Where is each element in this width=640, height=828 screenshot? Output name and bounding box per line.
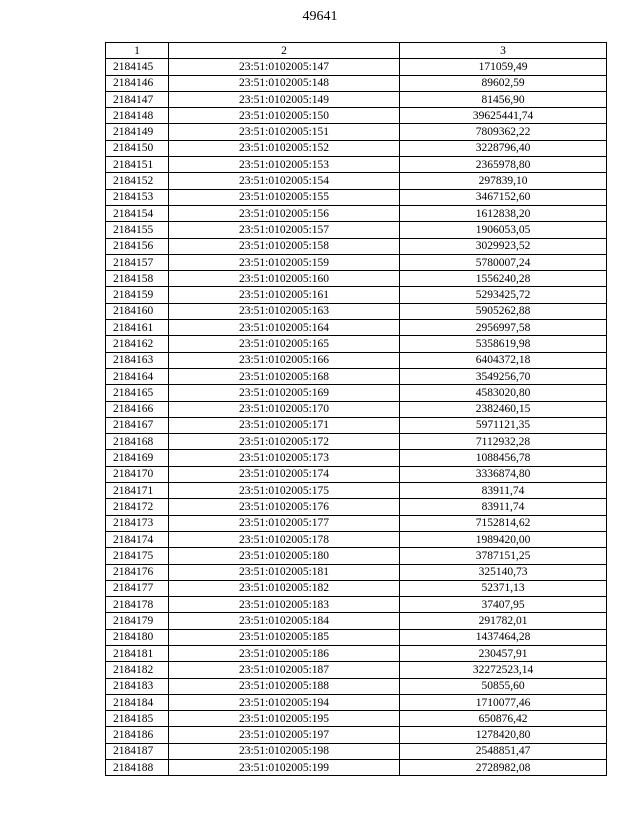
cadastral-number-cell: 23:51:0102005:181 — [169, 564, 400, 580]
value-cell: 2365978,80 — [400, 157, 607, 173]
value-cell: 7809362,22 — [400, 124, 607, 140]
cadastral-number-cell: 23:51:0102005:177 — [169, 515, 400, 531]
cadastral-number-cell: 23:51:0102005:176 — [169, 499, 400, 515]
row-number-cell: 2184181 — [106, 645, 169, 661]
cadastral-number-cell: 23:51:0102005:197 — [169, 727, 400, 743]
row-number-cell: 2184160 — [106, 303, 169, 319]
table-row — [106, 580, 607, 596]
cadastral-number-cell: 23:51:0102005:150 — [169, 108, 400, 124]
value-cell: 1612838,20 — [400, 205, 607, 221]
row-number-cell: 2184165 — [106, 385, 169, 401]
cadastral-number-cell: 23:51:0102005:155 — [169, 189, 400, 205]
table-row — [106, 645, 607, 661]
value-cell: 83911,74 — [400, 499, 607, 515]
row-number-cell: 2184151 — [106, 157, 169, 173]
value-cell: 3467152,60 — [400, 189, 607, 205]
value-cell: 52371,13 — [400, 580, 607, 596]
table-row — [106, 743, 607, 759]
value-cell: 230457,91 — [400, 645, 607, 661]
value-cell: 2548851,47 — [400, 743, 607, 759]
table-row — [106, 189, 607, 205]
value-cell: 1437464,28 — [400, 629, 607, 645]
table-row — [106, 564, 607, 580]
data-table — [105, 42, 607, 776]
table-row — [106, 597, 607, 613]
table-row — [106, 466, 607, 482]
value-cell: 3336874,80 — [400, 466, 607, 482]
cadastral-number-cell: 23:51:0102005:172 — [169, 434, 400, 450]
table-row — [106, 287, 607, 303]
table-row — [106, 157, 607, 173]
row-number-cell: 2184177 — [106, 580, 169, 596]
table-row — [106, 499, 607, 515]
table-row — [106, 613, 607, 629]
cadastral-number-cell: 23:51:0102005:165 — [169, 336, 400, 352]
table-row — [106, 727, 607, 743]
cadastral-number-cell: 23:51:0102005:174 — [169, 466, 400, 482]
cadastral-number-cell: 23:51:0102005:175 — [169, 483, 400, 499]
value-cell: 5293425,72 — [400, 287, 607, 303]
cadastral-number-cell: 23:51:0102005:180 — [169, 548, 400, 564]
row-number-cell: 2184147 — [106, 91, 169, 107]
table-row — [106, 531, 607, 547]
table-header — [106, 43, 607, 59]
row-number-cell: 2184158 — [106, 271, 169, 287]
value-cell: 325140,73 — [400, 564, 607, 580]
page-number: 49641 — [302, 9, 338, 24]
value-cell: 5358619,98 — [400, 336, 607, 352]
value-cell: 5971121,35 — [400, 417, 607, 433]
cadastral-number-cell: 23:51:0102005:163 — [169, 303, 400, 319]
row-number-cell: 2184172 — [106, 499, 169, 515]
table-row — [106, 694, 607, 710]
table-row — [106, 91, 607, 107]
cadastral-number-cell: 23:51:0102005:199 — [169, 760, 400, 776]
value-cell: 291782,01 — [400, 613, 607, 629]
cadastral-number-cell: 23:51:0102005:152 — [169, 140, 400, 156]
value-cell: 89602,59 — [400, 75, 607, 91]
value-cell: 3549256,70 — [400, 368, 607, 384]
row-number-cell: 2184183 — [106, 678, 169, 694]
value-cell: 1278420,80 — [400, 727, 607, 743]
cadastral-number-cell: 23:51:0102005:171 — [169, 417, 400, 433]
row-number-cell: 2184154 — [106, 205, 169, 221]
table-row — [106, 662, 607, 678]
table-row — [106, 108, 607, 124]
value-cell: 4583020,80 — [400, 385, 607, 401]
table-row — [106, 417, 607, 433]
header-row — [106, 43, 607, 59]
row-number-cell: 2184145 — [106, 59, 169, 75]
row-number-cell: 2184173 — [106, 515, 169, 531]
table-row — [106, 368, 607, 384]
value-cell: 1989420,00 — [400, 531, 607, 547]
table-row — [106, 450, 607, 466]
row-number-cell: 2184186 — [106, 727, 169, 743]
table-row — [106, 254, 607, 270]
cadastral-number-cell: 23:51:0102005:153 — [169, 157, 400, 173]
column-header-3: 3 — [400, 43, 607, 59]
cadastral-number-cell: 23:51:0102005:187 — [169, 662, 400, 678]
cadastral-number-cell: 23:51:0102005:182 — [169, 580, 400, 596]
value-cell: 1710077,46 — [400, 694, 607, 710]
table-row — [106, 173, 607, 189]
value-cell: 37407,95 — [400, 597, 607, 613]
row-number-cell: 2184161 — [106, 320, 169, 336]
table-row — [106, 271, 607, 287]
cadastral-number-cell: 23:51:0102005:161 — [169, 287, 400, 303]
row-number-cell: 2184169 — [106, 450, 169, 466]
cadastral-number-cell: 23:51:0102005:160 — [169, 271, 400, 287]
value-cell: 7112932,28 — [400, 434, 607, 450]
row-number-cell: 2184156 — [106, 238, 169, 254]
cadastral-number-cell: 23:51:0102005:166 — [169, 352, 400, 368]
value-cell: 2382460,15 — [400, 401, 607, 417]
row-number-cell: 2184150 — [106, 140, 169, 156]
cadastral-number-cell: 23:51:0102005:151 — [169, 124, 400, 140]
row-number-cell: 2184184 — [106, 694, 169, 710]
row-number-cell: 2184179 — [106, 613, 169, 629]
row-number-cell: 2184162 — [106, 336, 169, 352]
row-number-cell: 2184188 — [106, 760, 169, 776]
cadastral-number-cell: 23:51:0102005:158 — [169, 238, 400, 254]
value-cell: 2728982,08 — [400, 760, 607, 776]
table-row — [106, 629, 607, 645]
row-number-cell: 2184155 — [106, 222, 169, 238]
cadastral-number-cell: 23:51:0102005:169 — [169, 385, 400, 401]
cadastral-number-cell: 23:51:0102005:149 — [169, 91, 400, 107]
row-number-cell: 2184176 — [106, 564, 169, 580]
row-number-cell: 2184166 — [106, 401, 169, 417]
value-cell: 39625441,74 — [400, 108, 607, 124]
value-cell: 1088456,78 — [400, 450, 607, 466]
cadastral-number-cell: 23:51:0102005:147 — [169, 59, 400, 75]
value-cell: 50855,60 — [400, 678, 607, 694]
cadastral-number-cell: 23:51:0102005:186 — [169, 645, 400, 661]
table-row — [106, 238, 607, 254]
cadastral-number-cell: 23:51:0102005:156 — [169, 205, 400, 221]
row-number-cell: 2184185 — [106, 711, 169, 727]
row-number-cell: 2184178 — [106, 597, 169, 613]
table-row — [106, 320, 607, 336]
row-number-cell: 2184159 — [106, 287, 169, 303]
row-number-cell: 2184168 — [106, 434, 169, 450]
table-row — [106, 483, 607, 499]
value-cell: 2956997,58 — [400, 320, 607, 336]
value-cell: 7152814,62 — [400, 515, 607, 531]
row-number-cell: 2184170 — [106, 466, 169, 482]
cadastral-number-cell: 23:51:0102005:157 — [169, 222, 400, 238]
table-row — [106, 336, 607, 352]
table-row — [106, 548, 607, 564]
row-number-cell: 2184153 — [106, 189, 169, 205]
cadastral-number-cell: 23:51:0102005:168 — [169, 368, 400, 384]
value-cell: 1906053,05 — [400, 222, 607, 238]
table-row — [106, 303, 607, 319]
table-row — [106, 515, 607, 531]
value-cell: 5905262,88 — [400, 303, 607, 319]
column-header-2: 2 — [169, 43, 400, 59]
table-row — [106, 401, 607, 417]
row-number-cell: 2184180 — [106, 629, 169, 645]
cadastral-number-cell: 23:51:0102005:194 — [169, 694, 400, 710]
cadastral-number-cell: 23:51:0102005:159 — [169, 254, 400, 270]
row-number-cell: 2184163 — [106, 352, 169, 368]
table-row — [106, 711, 607, 727]
cadastral-number-cell: 23:51:0102005:198 — [169, 743, 400, 759]
row-number-cell: 2184152 — [106, 173, 169, 189]
table-row — [106, 205, 607, 221]
value-cell: 3029923,52 — [400, 238, 607, 254]
value-cell: 32272523,14 — [400, 662, 607, 678]
row-number-cell: 2184174 — [106, 531, 169, 547]
row-number-cell: 2184148 — [106, 108, 169, 124]
value-cell: 171059,49 — [400, 59, 607, 75]
cadastral-number-cell: 23:51:0102005:148 — [169, 75, 400, 91]
value-cell: 3787151,25 — [400, 548, 607, 564]
table-row — [106, 385, 607, 401]
row-number-cell: 2184149 — [106, 124, 169, 140]
cadastral-number-cell: 23:51:0102005:195 — [169, 711, 400, 727]
table-row — [106, 352, 607, 368]
table-row — [106, 760, 607, 776]
cadastral-number-cell: 23:51:0102005:170 — [169, 401, 400, 417]
table-row — [106, 222, 607, 238]
row-number-cell: 2184182 — [106, 662, 169, 678]
row-number-cell: 2184164 — [106, 368, 169, 384]
row-number-cell: 2184146 — [106, 75, 169, 91]
table-row — [106, 124, 607, 140]
row-number-cell: 2184175 — [106, 548, 169, 564]
cadastral-number-cell: 23:51:0102005:184 — [169, 613, 400, 629]
table-row — [106, 75, 607, 91]
value-cell: 81456,90 — [400, 91, 607, 107]
cadastral-number-cell: 23:51:0102005:154 — [169, 173, 400, 189]
value-cell: 3228796,40 — [400, 140, 607, 156]
value-cell: 1556240,28 — [400, 271, 607, 287]
cadastral-number-cell: 23:51:0102005:183 — [169, 597, 400, 613]
row-number-cell: 2184157 — [106, 254, 169, 270]
cadastral-number-cell: 23:51:0102005:188 — [169, 678, 400, 694]
table-row — [106, 678, 607, 694]
value-cell: 650876,42 — [400, 711, 607, 727]
column-header-1: 1 — [106, 43, 169, 59]
value-cell: 5780007,24 — [400, 254, 607, 270]
table-row — [106, 434, 607, 450]
cadastral-number-cell: 23:51:0102005:178 — [169, 531, 400, 547]
value-cell: 297839,10 — [400, 173, 607, 189]
cadastral-number-cell: 23:51:0102005:173 — [169, 450, 400, 466]
value-cell: 83911,74 — [400, 483, 607, 499]
row-number-cell: 2184171 — [106, 483, 169, 499]
value-cell: 6404372,18 — [400, 352, 607, 368]
table-body — [106, 59, 607, 776]
table-row — [106, 140, 607, 156]
row-number-cell: 2184167 — [106, 417, 169, 433]
cadastral-number-cell: 23:51:0102005:164 — [169, 320, 400, 336]
row-number-cell: 2184187 — [106, 743, 169, 759]
cadastral-number-cell: 23:51:0102005:185 — [169, 629, 400, 645]
table-row — [106, 59, 607, 75]
